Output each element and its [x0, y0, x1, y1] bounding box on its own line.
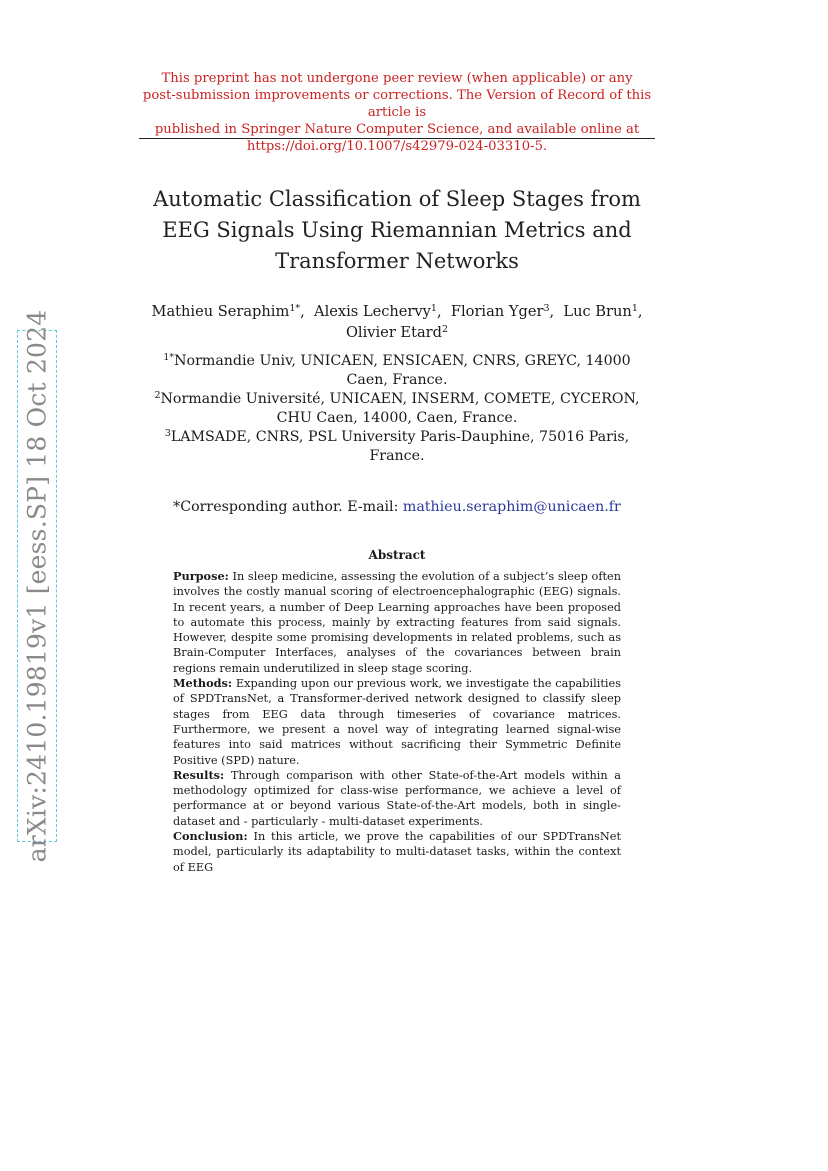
author-name: Florian Yger	[450, 303, 544, 320]
preprint-notice-line: published in Springer Nature Computer Science, and available online at	[154, 122, 640, 137]
abstract-section-methods	[173, 676, 621, 768]
section-text: In this article, we prove the capabilities of our SPDTransNet model, particularly its adaptability to multi-dataset tasks, within the context of EEG	[173, 830, 622, 874]
affiliation-sup: 3	[164, 428, 171, 439]
affiliation-text: France.	[369, 448, 425, 464]
preprint-notice	[139, 70, 655, 155]
title-line: Transformer Networks	[275, 249, 519, 273]
paper-title	[150, 184, 644, 277]
author-sup: 1	[631, 303, 638, 314]
affiliation-item	[150, 428, 644, 447]
corresponding-label: *Corresponding author. E-mail:	[173, 499, 403, 515]
affiliation-text: LAMSADE, CNRS, PSL University Paris-Dauphine, 75016 Paris,	[170, 429, 630, 445]
author-sup: 1	[430, 303, 437, 314]
author-sup: 1*	[289, 303, 301, 314]
arxiv-stamp[interactable]	[17, 309, 57, 863]
author-name: Alexis Lechervy	[314, 303, 431, 320]
preprint-notice-line: This preprint has not undergone peer review (when applicable) or any	[161, 71, 633, 86]
affiliation-item	[150, 390, 644, 409]
abstract-section-purpose	[173, 569, 621, 676]
preprint-notice-line: post-submission improvements or corrections. The Version of Record of this article is	[142, 88, 652, 120]
abstract-section-results	[173, 768, 621, 829]
author-name: Olivier Etard	[345, 324, 442, 341]
affiliation-text: Caen, France.	[346, 372, 448, 388]
section-label: Conclusion:	[173, 829, 248, 844]
abstract-section-conclusion	[173, 829, 621, 875]
affiliation-text: Normandie Université, UNICAEN, INSERM, COMETE, CYCERON,	[160, 391, 640, 407]
author-list: Mathieu Seraphim$^{1*}$, Alexis Lechervy$^1$, Florian Yger$^3$, Luc Brun$^1$, Olivier Etard$^2$	[151, 303, 643, 341]
affiliation-list	[150, 352, 644, 466]
section-text: Expanding upon our previous work, we investigate the capabilities of SPDTransNet, a Transformer-derived network designed to classify sleep stages from EEG data through timeseries of covariance matrices. Furthermore, we present a novel way of integrating learned signal-wise features into said matrices without sacrificing their Symmetric Definite Positive (SPD) nature.	[173, 677, 621, 767]
affiliation-text: Normandie Univ, UNICAEN, ENSICAEN, CNRS, GREYC, 14000	[174, 353, 631, 369]
title-line: EEG Signals Using Riemannian Metrics and	[162, 218, 632, 242]
affiliation-text: CHU Caen, 14000, Caen, France.	[276, 410, 518, 426]
abstract-heading: Abstract	[368, 548, 426, 562]
title-line: Automatic Classification of Sleep Stages from	[153, 187, 641, 211]
section-label: Methods:	[173, 676, 233, 691]
doi-link[interactable]: https://doi.org/10.1007/s42979-024-03310-5.	[246, 139, 548, 154]
author-name: Luc Brun	[563, 303, 632, 320]
affiliation-sup: 1*	[163, 352, 175, 363]
abstract-body	[173, 569, 621, 875]
arxiv-identifier: arXiv:2410.19819v1 [eess.SP] 18 Oct 2024	[22, 309, 52, 863]
author-sup: 2	[441, 324, 449, 335]
affiliation-item	[150, 352, 644, 371]
section-text: In sleep medicine, assessing the evolution of a subject’s sleep often involves the costly manual scoring of electroencephalographic (EEG) signals. In recent years, a number of Deep Learning approaches have been proposed to automate this process, mainly by extracting features from said signals. However, despite some promising developments in related problems, such as Brain-Computer Interfaces, analyses of the covariances between brain regions remain underutilized in sleep stage scoring.	[173, 570, 621, 675]
notice-divider	[139, 138, 655, 139]
section-text: Through comparison with other State-of-the-Art models within a methodology optimized for class-wise performance, we achieve a level of performance at or beyond various State-of-the-Art models, both in single-dataset and - particularly - multi-dataset experiments.	[173, 768, 622, 828]
author-name: Mathieu Seraphim	[151, 303, 290, 320]
affiliation-sup: 2	[154, 390, 161, 401]
email-link[interactable]: mathieu.seraphim@unicaen.fr	[402, 499, 621, 515]
author-sup: 3	[543, 303, 550, 314]
section-label: Results:	[173, 767, 225, 782]
section-label: Purpose:	[173, 569, 229, 583]
corresponding-author	[140, 498, 654, 517]
